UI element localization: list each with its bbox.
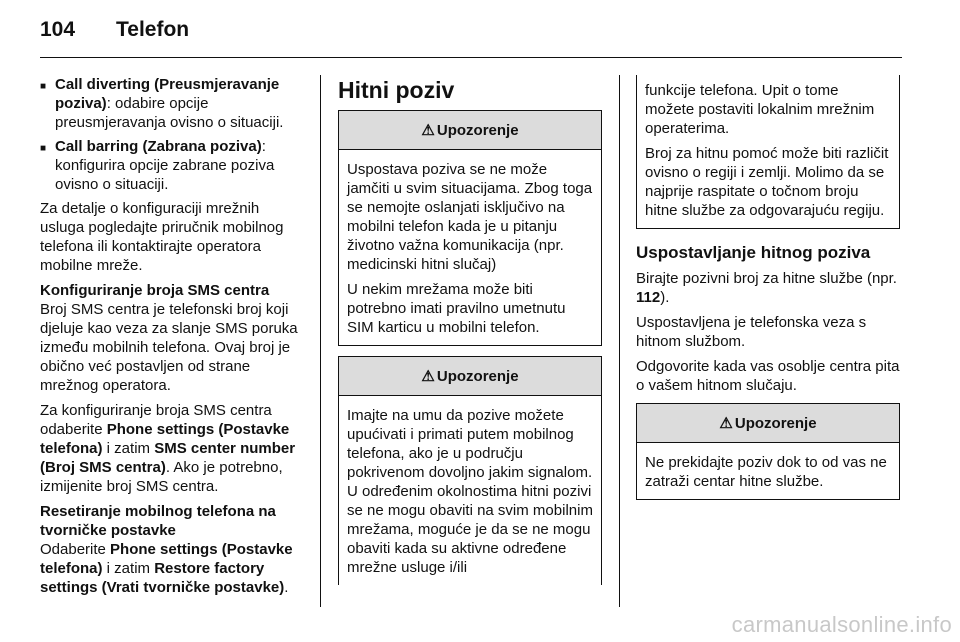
section-title: Hitni poziv xyxy=(338,77,455,103)
header-rule xyxy=(40,57,902,58)
warning-box xyxy=(338,110,602,346)
warning-text: U nekim mrežama može biti potrebno imati pravilno umetnutu SIM karticu u mobilni telefon. xyxy=(347,281,566,336)
watermark: carmanualsonline.info xyxy=(731,612,952,637)
bullet-item xyxy=(40,75,306,132)
warning-text: Uspostava poziva se ne može jamčiti u svim situacijama. Zbog toga se nemojte oslanjati isključivo na mobilni telefon kada je u pitanju životno važna komunikacija (npr. medicinski hitni slučaj) xyxy=(347,161,593,273)
column-2 xyxy=(338,76,602,585)
warning-box xyxy=(338,356,602,585)
paragraph: Broj SMS centra je telefonski broj koji djeluje kao veza za slanje SMS poruka između mobilnih telefona. Ovaj broj je obično već postavljen od strane mrežnog operatora. xyxy=(40,301,298,394)
paragraph: Odaberite Phone settings (Postavke telefona) i zatim Restore factory settings (Vrati tvorničke postavke). xyxy=(40,541,293,596)
bullet-text: : odabire opcije preusmjeravanja ovisno o situaciji. xyxy=(55,95,284,131)
page-number: 104 xyxy=(40,18,76,41)
paragraph: Za konfiguriranje broja SMS centra odaberite Phone settings (Postavke telefona) i zatim SMS center number (Broj SMS centra). Ako je potrebno, izmijenite broj SMS centra. xyxy=(40,402,296,495)
column-divider-1 xyxy=(320,75,321,607)
column-divider-2 xyxy=(619,75,620,607)
bullet-label: Call diverting (Preusmjeravanje poziva) xyxy=(55,76,280,112)
warning-text: Ne prekidajte poziv dok to od vas ne zatraži centar hitne službe. xyxy=(645,454,887,490)
warning-label: Upozorenje xyxy=(436,367,519,385)
warning-text: funkcije telefona. Upit o tome možete postaviti lokalnim mrežnim operaterima. xyxy=(645,82,875,137)
warning-triangle-icon: ⚠ xyxy=(421,367,435,385)
warning-triangle-icon: ⚠ xyxy=(719,414,733,432)
warning-text: Imajte na umu da pozive možete upućivati i primati putem mobilnog telefona, ako je u području pokrivenom dovoljno jakim signalom. U određenim okolnostima hitni pozivi se ne mogu obaviti na svim mobilnim mrežama, moguće je da se ne mogu obaviti kada su aktivne određene mrežne usluge i/ili xyxy=(347,407,593,576)
column-1 xyxy=(40,75,306,603)
page-title: Telefon xyxy=(116,18,190,41)
warning-header xyxy=(637,404,899,443)
warning-header xyxy=(339,111,601,150)
bullet-text: : konfigurira opcije zabrane poziva ovisno o situaciji. xyxy=(55,138,275,193)
bullet-item xyxy=(40,137,306,194)
warning-box-continued xyxy=(636,75,900,229)
paragraph: Odgovorite kada vas osoblje centra pita o vašem hitnom slučaju. xyxy=(636,358,900,394)
subheading: Konfiguriranje broja SMS centra xyxy=(40,282,270,299)
paragraph: Birajte pozivni broj za hitne službe (npr. 112). xyxy=(636,270,897,306)
warning-triangle-icon: ⚠ xyxy=(421,121,435,139)
warning-label: Upozorenje xyxy=(436,121,519,139)
bullet-square-icon: ■ xyxy=(40,143,47,154)
subheading: Uspostavljanje hitnog poziva xyxy=(636,243,871,262)
paragraph: Uspostavljena je telefonska veza s hitnom službom. xyxy=(636,314,867,350)
warning-box xyxy=(636,403,900,500)
bullet-square-icon: ■ xyxy=(40,81,47,92)
bullet-label: Call barring (Zabrana poziva) xyxy=(55,138,262,155)
warning-header xyxy=(339,357,601,396)
warning-text: Broj za hitnu pomoć može biti različit ovisno o regiji i zemlji. Molimo da se najprije raspitate o točnom broju hitne službe za odgovarajuću regiju. xyxy=(645,145,889,219)
subheading: Resetiranje mobilnog telefona na tvorničke postavke xyxy=(40,503,276,539)
warning-label: Upozorenje xyxy=(734,414,817,432)
paragraph: Za detalje o konfiguraciji mrežnih usluga pogledajte priručnik mobilnog telefona ili kontaktirajte operatora mobilne mreže. xyxy=(40,200,284,274)
column-3 xyxy=(636,75,900,508)
